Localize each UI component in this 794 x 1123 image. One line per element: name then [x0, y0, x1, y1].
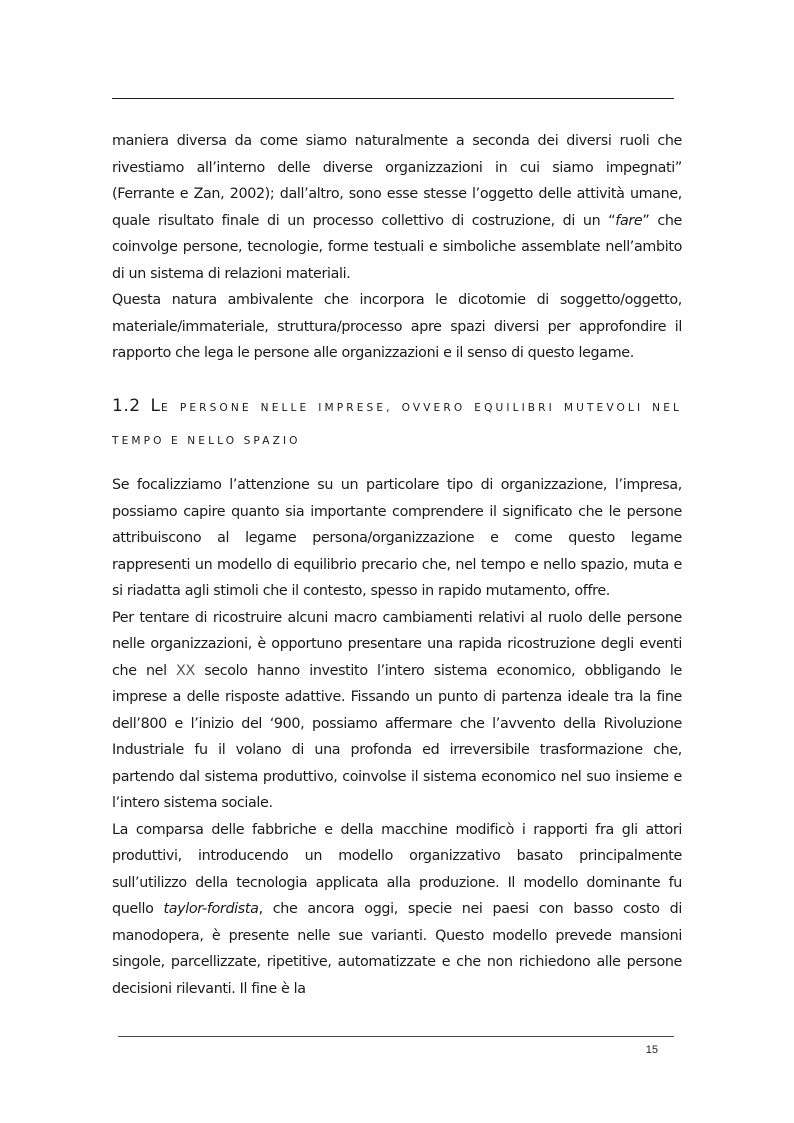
paragraph: Questa natura ambivalente che incorpora le dicotomie di soggetto/oggetto, materiale/immateriale, struttura/processo apre spazi diversi per approfondire il rapporto che lega le persone alle organizzazioni e il senso di questo legame. — [112, 292, 682, 361]
paragraph — [112, 817, 682, 1003]
text-span: maniera diversa da come siamo naturalmente a seconda dei diversi ruoli che rivestiamo all’interno delle diverse organizzazioni in cui siamo impegnati” (Ferrante e Zan, 2002); dall’altro, sono esse stesse l’oggetto delle attività umane, quale risultato finale di un processo collettivo di costruzione, di un “ — [112, 133, 682, 229]
century-label: XX — [176, 662, 195, 679]
italic-term: fare — [615, 212, 643, 229]
paragraph — [112, 128, 682, 287]
text-span: ” che coinvolge persone, tecnologie, forme testuali e simboliche assemblate nell’ambito di un sistema di relazioni materiali. — [112, 212, 682, 282]
section-heading — [112, 390, 682, 457]
text-span: La comparsa delle fabbriche e della macchine modificò i rapporti fra gli attori produttivi, introducendo un modello organizzativo basato principalmente sull’utilizzo della tecnologia applicata alla produzione. Il modello dominante fu quello — [112, 821, 682, 917]
section-number: 1.2 — [112, 396, 141, 416]
header-rule — [112, 98, 674, 99]
page-number: 15 — [645, 1044, 658, 1056]
text-span: , che ancora oggi, specie nei paesi con basso costo di manodopera, è presente nelle sue varianti. Questo modello prevede mansioni singole, parcellizzate, ripetitive, automatizzate e che non richiedono alle persone decisioni rilevanti. Il fine è la — [112, 901, 683, 997]
text-span: Per tentare di ricostruire alcuni macro cambiamenti relativi al ruolo delle persone nelle organizzazioni, è opportuno presentare una rapida ricostruzione degli eventi che nel — [112, 609, 682, 679]
body-text-bottom — [112, 472, 682, 1002]
section-title-initial: L — [150, 396, 162, 416]
footer-rule — [118, 1036, 674, 1037]
paragraph — [112, 605, 682, 817]
paragraph: Se focalizziamo l’attenzione su un particolare tipo di organizzazione, l’impresa, possiamo capire quanto sia importante comprendere il significato che le persone attribuiscono al legame persona/organizzazione e come questo legame rappresenti un modello di equilibrio precario che, nel tempo e nello spazio, muta e si riadatta agli stimoli che il contesto, spesso in rapido mutamento, offre. — [112, 477, 682, 599]
italic-term: taylor-fordista — [163, 901, 259, 917]
section-title: E PERSONE NELLE IMPRESE, OVVERO EQUILIBRI MUTEVOLI NEL TEMPO E NELLO SPAZIO — [112, 402, 683, 447]
body-text-top — [112, 128, 682, 367]
text-span: secolo hanno investito l’intero sistema economico, obbligando le imprese a delle risposte adattive. Fissando un punto di partenza ideale tra la fine dell’800 e l’inizio del ‘900, possiamo affermare che l’avvento della Rivoluzione Industriale fu il volano di una profonda ed irreversibile trasformazione che, partendo dal sistema produttivo, coinvolse il sistema economico nel suo insieme e l’intero sistema sociale. — [112, 662, 682, 811]
